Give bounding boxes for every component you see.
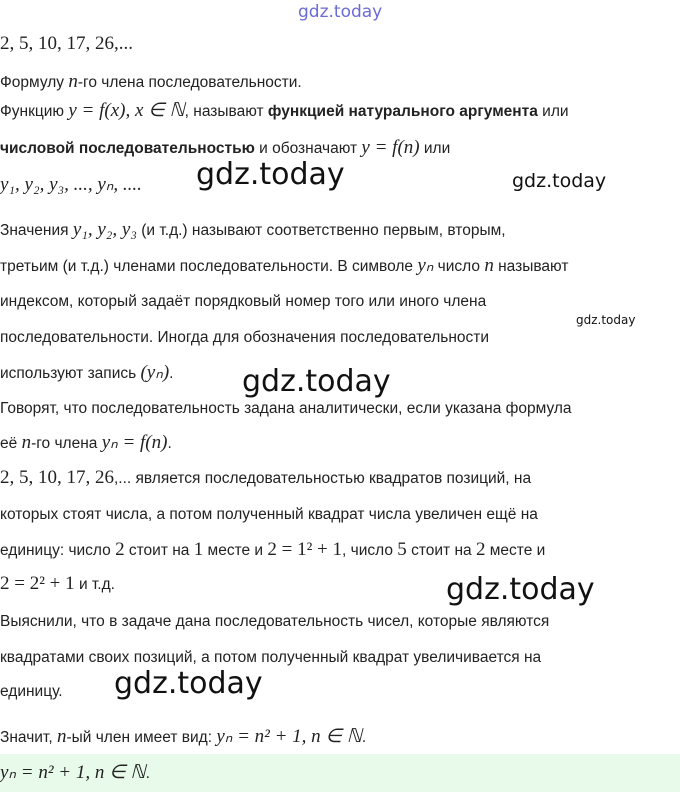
text: -го члена последовательности. [77, 74, 302, 91]
paragraph-formula [0, 71, 302, 94]
text: Значит, [0, 729, 57, 746]
text: или [537, 103, 569, 120]
paragraph-conclusion-l2: квадратами своих позиций, а потом полученный квадрат увеличивается на [0, 649, 542, 666]
math: n [484, 255, 494, 276]
watermark: gdz.today [196, 157, 345, 192]
watermark: gdz.today [114, 666, 263, 701]
text: или [419, 140, 451, 157]
text: называют [493, 258, 569, 275]
text: -го члена [31, 435, 102, 452]
math-function: y = f(x), x ∈ ℕ [68, 100, 185, 121]
paragraph-values-l2 [0, 255, 568, 278]
paragraph-analytic-l2 [0, 432, 172, 455]
math: (yₙ) [140, 362, 170, 383]
watermark-top: gdz.today [298, 2, 383, 22]
math: yₙ = n² + 1, n ∈ ℕ [216, 726, 362, 747]
text: . [361, 729, 367, 746]
math: 2 = 2² + 1 [0, 573, 75, 594]
paragraph-squares-l1 [0, 467, 531, 490]
paragraph-squares-l3 [0, 539, 545, 562]
watermark: gdz.today [242, 364, 391, 399]
text: число [433, 258, 485, 275]
math: 2, 5, 10, 17, 26 [0, 467, 114, 488]
text: . [145, 765, 150, 782]
math: yₙ = f(n) [101, 432, 168, 453]
math: 5 [397, 539, 407, 560]
text: используют запись [0, 365, 141, 382]
watermark: gdz.today [576, 313, 636, 327]
answer-math: yₙ = n² + 1, n ∈ ℕ [0, 762, 146, 783]
math: 2 = 1² + 1 [267, 539, 343, 560]
sequence-math: 2, 5, 10, 17, 26,... [0, 33, 133, 54]
watermark: gdz.today [446, 572, 595, 607]
paragraph-values-l4: последовательности. Иногда для обозначения последовательности [0, 329, 490, 346]
sequence-notation [0, 174, 142, 197]
paragraph-sequence-def [0, 137, 450, 160]
math: yₙ [417, 255, 434, 276]
text: стоит на [406, 542, 476, 559]
text: . [169, 365, 174, 382]
text: (и т.д.) называют соответственно первым, вторым, [136, 222, 506, 239]
text: и обозначают [254, 140, 362, 157]
text: стоит на [124, 542, 194, 559]
paragraph-conclusion-l3: единицу. [0, 683, 63, 700]
math-fn: y = f(n) [361, 137, 420, 158]
math: n [21, 432, 32, 453]
paragraph-values-l1 [0, 219, 506, 242]
paragraph-squares-l4 [0, 573, 115, 596]
text: единицу: число [0, 542, 116, 559]
paragraph-result [0, 726, 366, 749]
paragraph-analytic-l1: Говорят, что последовательность задана аналитически, если указана формула [0, 400, 572, 417]
text: , называют [184, 103, 268, 120]
text: , число [342, 542, 398, 559]
paragraph-values-l3: индексом, который задаёт порядковый номер того или иного члена [0, 293, 487, 310]
math: n [56, 726, 67, 747]
math: 1 [193, 539, 204, 560]
text: месте и [203, 542, 268, 559]
paragraph-squares-l2: которых стоят числа, а потом полученный квадрат числа увеличен ещё на [0, 506, 538, 523]
paragraph-function [0, 100, 569, 123]
math-seq: y₁, y₂, y₃, ..., yₙ, .... [0, 174, 142, 195]
text: её [0, 435, 22, 452]
bold-term: функцией натурального аргумента [267, 103, 538, 120]
text: ,... является последовательностью квадратов позиций, на [114, 470, 532, 487]
paragraph-conclusion-l1: Выяснили, что в задаче дана последовательность чисел, которые являются [0, 613, 550, 630]
math: y₁, y₂, y₃ [72, 219, 137, 240]
sequence-line [0, 33, 133, 56]
text: третьим (и т.д.) членами последовательности. В символе [0, 258, 418, 275]
math: 2 [115, 539, 125, 560]
text: . [167, 435, 172, 452]
math-n: n [68, 71, 78, 92]
text: Формулу [0, 74, 69, 91]
text: -ый член имеет вид: [66, 729, 217, 746]
answer-line [0, 762, 150, 785]
text: месте и [485, 542, 546, 559]
text: Функцию [0, 103, 69, 120]
text: и т.д. [74, 576, 115, 593]
bold-term: числовой последовательностью [0, 140, 255, 157]
paragraph-values-l5 [0, 362, 173, 385]
math: 2 [475, 539, 486, 560]
text: Значения [0, 222, 73, 239]
watermark: gdz.today [512, 170, 607, 192]
